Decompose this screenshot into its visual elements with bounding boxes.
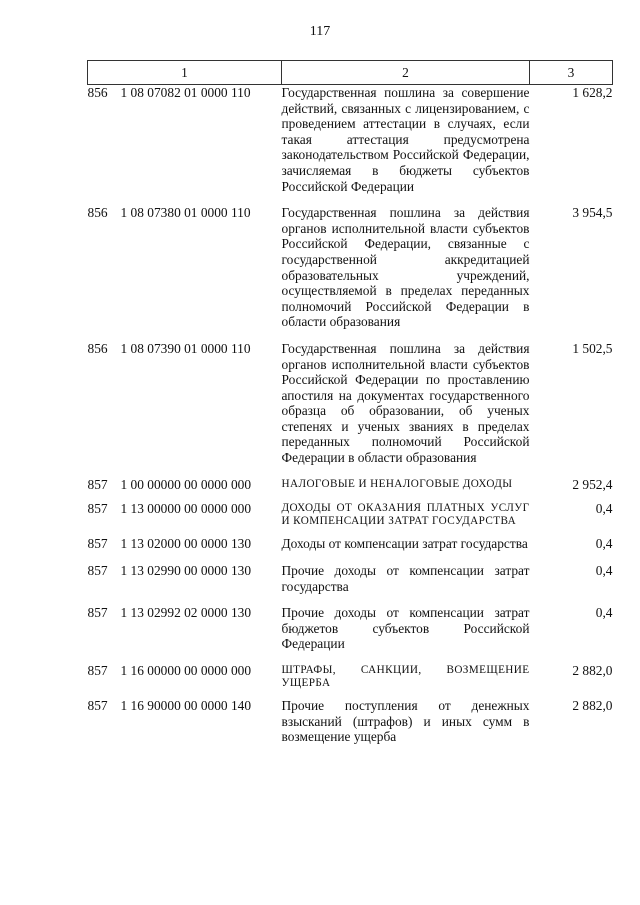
- code-cell: [88, 663, 282, 698]
- table-row: [88, 341, 613, 477]
- table-row: [88, 698, 613, 756]
- table-body: [88, 85, 613, 756]
- code-cell: [88, 536, 282, 563]
- table-row: [88, 477, 613, 502]
- table-row: [88, 563, 613, 605]
- table-row: [88, 663, 613, 698]
- code-cell: [88, 85, 282, 206]
- revenue-description: ШТРАФЫ, САНКЦИИ, ВОЗМЕЩЕНИЕ УЩЕРБА: [281, 664, 530, 689]
- revenue-description: Государственная пошлина за совершение действий, связанных с лицензированием, с проведением аттестации в случаях, если такая аттестация предусмотрена законодательством Российской Федерации, зачисляемая в бюджеты субъектов Российской Федерации: [281, 85, 530, 194]
- budget-classification-code: 1 13 02992 02 0000 130: [120, 605, 252, 621]
- amount-cell: 1 502,5: [572, 340, 613, 356]
- amount-cell: 0,4: [595, 563, 613, 579]
- administrator-code: 856: [87, 340, 108, 356]
- revenue-table: [87, 60, 613, 756]
- column-header-2: 2: [282, 61, 530, 85]
- table-row: [88, 501, 613, 536]
- budget-classification-code: 1 13 00000 00 0000 000: [120, 501, 252, 517]
- budget-classification-code: 1 16 00000 00 0000 000: [120, 663, 252, 678]
- table-row: [88, 605, 613, 663]
- code-cell: [88, 205, 282, 341]
- amount-cell: 2 882,0: [572, 663, 613, 678]
- code-cell: [88, 341, 282, 477]
- budget-classification-code: 1 08 07082 01 0000 110: [120, 85, 251, 100]
- administrator-code: 856: [87, 205, 108, 221]
- column-header-1: 1: [88, 61, 282, 85]
- page-number: 117: [309, 24, 331, 39]
- amount-cell: 2 882,0: [572, 698, 613, 714]
- revenue-description: Государственная пошлина за действия органов исполнительной власти субъектов Российской Федерации, связанные с государственной аккредитацией образовательных учреждений, осуществляемой в пределах переданных полномочий Российской Федерации в области образования: [281, 205, 530, 330]
- administrator-code: 857: [87, 563, 108, 579]
- budget-classification-code: 1 08 07380 01 0000 110: [120, 205, 251, 221]
- revenue-description: НАЛОГОВЫЕ И НЕНАЛОГОВЫЕ ДОХОДЫ: [281, 477, 513, 490]
- budget-classification-code: 1 00 00000 00 0000 000: [120, 476, 252, 492]
- amount-cell: 1 628,2: [572, 85, 613, 100]
- amount-cell: 2 952,4: [572, 476, 613, 492]
- budget-classification-code: 1 08 07390 01 0000 110: [120, 340, 251, 356]
- revenue-description: ДОХОДЫ ОТ ОКАЗАНИЯ ПЛАТНЫХ УСЛУГ И КОМПЕНСАЦИИ ЗАТРАТ ГОСУДАРСТВА: [281, 502, 530, 527]
- code-cell: [88, 501, 282, 536]
- administrator-code: 857: [87, 663, 108, 678]
- budget-classification-code: 1 13 02990 00 0000 130: [120, 563, 252, 579]
- table-header: [88, 61, 613, 85]
- revenue-description: Доходы от компенсации затрат государства: [281, 536, 528, 552]
- revenue-description: Прочие поступления от денежных взысканий (штрафов) и иных сумм в возмещение ущерба: [281, 698, 530, 745]
- administrator-code: 857: [87, 698, 108, 714]
- administrator-code: 857: [87, 501, 108, 517]
- administrator-code: 857: [87, 536, 108, 552]
- budget-classification-code: 1 13 02000 00 0000 130: [120, 536, 252, 552]
- revenue-description: Государственная пошлина за действия органов исполнительной власти субъектов Российской Федерации по проставлению апостиля на документах государственного образца об образовании, об ученых степенях и ученых званиях в пределах переданных полномочий Российской Федерации в области образования: [281, 340, 530, 466]
- table-row: [88, 536, 613, 563]
- revenue-description: Прочие доходы от компенсации затрат бюджетов субъектов Российской Федерации: [281, 605, 530, 652]
- code-cell: [88, 698, 282, 756]
- code-cell: [88, 477, 282, 502]
- administrator-code: 857: [87, 605, 108, 621]
- code-cell: [88, 605, 282, 663]
- revenue-description: Прочие доходы от компенсации затрат государства: [281, 563, 530, 594]
- amount-cell: 0,4: [595, 536, 613, 552]
- table-row: [88, 205, 613, 341]
- administrator-code: 856: [87, 85, 108, 100]
- budget-classification-code: 1 16 90000 00 0000 140: [120, 698, 252, 714]
- amount-cell: 0,4: [595, 605, 613, 621]
- code-cell: [88, 563, 282, 605]
- column-header-3: 3: [530, 61, 613, 85]
- amount-cell: 0,4: [595, 501, 613, 517]
- table-row: [88, 85, 613, 206]
- administrator-code: 857: [87, 476, 108, 492]
- amount-cell: 3 954,5: [572, 205, 613, 221]
